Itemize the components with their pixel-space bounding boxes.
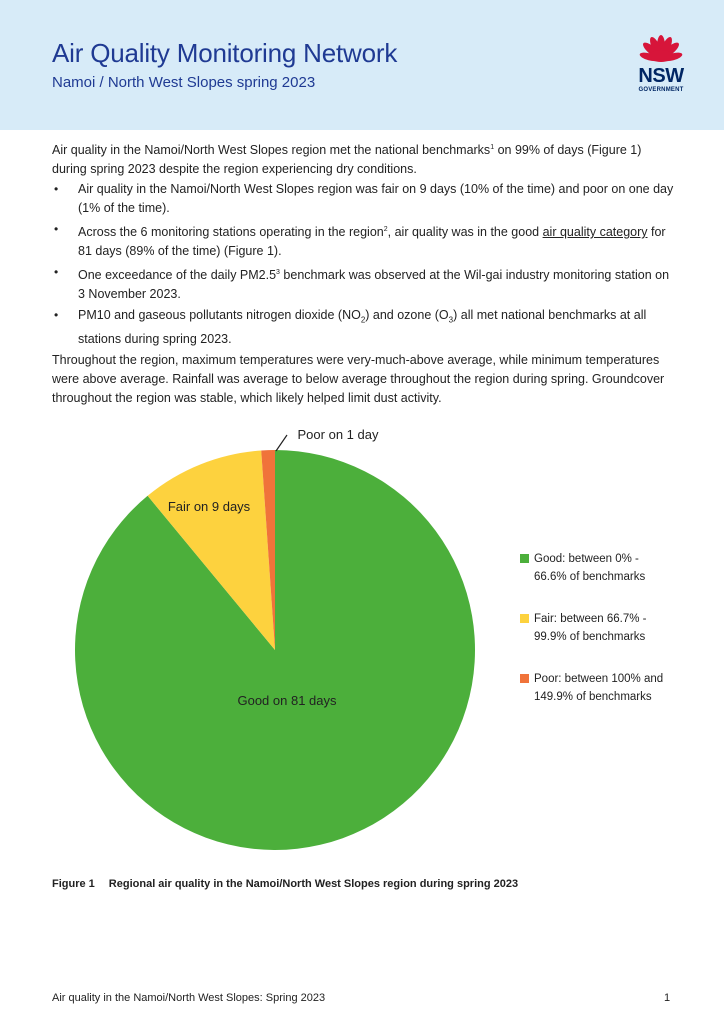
logo-nsw-text: NSW: [638, 65, 684, 87]
figure-caption: [52, 878, 518, 890]
page-number: 1: [664, 992, 671, 1004]
list-item: • One exceedance of the daily $PM2.5^3$ benchmark was observed at the Wil-gai industry monitoring station on 3 November 2023.: [78, 263, 674, 304]
logo-government-text: GOVERNMENT: [638, 87, 684, 93]
header-banner: [0, 0, 724, 130]
footer-text: Air quality in the Namoi/North West Slopes: Spring 2023: [52, 992, 326, 1004]
chart-legend: [520, 550, 670, 730]
legend-swatch: [520, 554, 529, 563]
data-label-fair: Fair on 9 days: [167, 499, 251, 514]
data-label-good: Good on 81 days: [237, 693, 337, 708]
page-subtitle: Namoi / North West Slopes spring 2023: [52, 74, 316, 91]
closing-paragraph: Throughout the region, maximum temperatures were very-much-above average, while minimum temperatures were above average. Rainfall was average to below average throughout the region during spring. Groundcover throughout the region was stable, which likely helped limit dust activity.: [52, 352, 665, 405]
waratah-icon: [630, 34, 692, 66]
footnote-ref-3: 3: [276, 269, 280, 277]
page-title: Air Quality Monitoring Network: [52, 38, 398, 68]
legend-label: Fair: between 66.7% - 99.9% of benchmarks: [534, 613, 647, 643]
air-quality-category-link[interactable]: air quality category: [542, 225, 648, 240]
legend-label: Good: between 0% - 66.6% of benchmarks: [534, 553, 646, 583]
figure-caption-text: Regional air quality in the Namoi/North West Slopes region during spring 2023: [108, 878, 519, 890]
intro-paragraph: Air quality in the Namoi/North West Slopes region met the national benchmarks$^1$ on 99% of days (Figure 1) during spring 2023 despite the region experiencing dry conditions.: [52, 143, 642, 177]
list-item: • Across the 6 monitoring stations operating in the region$^2$, air quality was in the good air quality category for 81 days (89% of the time) (Figure 1).: [78, 220, 674, 261]
key-points-list: [52, 180, 674, 349]
list-item: • PM10 and gaseous pollutants nitrogen dioxide $(NO_2)$ and ozone $(O_3)$ all met national benchmarks at all stations during spring 2023.: [78, 306, 674, 349]
footnote-ref-1: 1: [490, 144, 495, 151]
poor-label-leader-line: [276, 435, 287, 451]
footnote-ref-2: 2: [383, 226, 388, 234]
data-label-poor: Poor on 1 day: [297, 427, 379, 442]
legend-item: [520, 670, 670, 706]
legend-item: [520, 550, 670, 586]
legend-swatch: [520, 614, 529, 623]
nsw-government-logo: [630, 34, 692, 98]
legend-label: Poor: between 100% and 149.9% of benchmarks: [534, 673, 664, 703]
legend-item: [520, 610, 670, 646]
legend-swatch: [520, 674, 529, 683]
body-text: [52, 138, 674, 409]
figure-number: Figure 1: [52, 878, 95, 890]
list-item: • Air quality in the Namoi/North West Slopes region was fair on 9 days (10% of the time) and poor on one day (1% of the time).: [78, 180, 674, 218]
